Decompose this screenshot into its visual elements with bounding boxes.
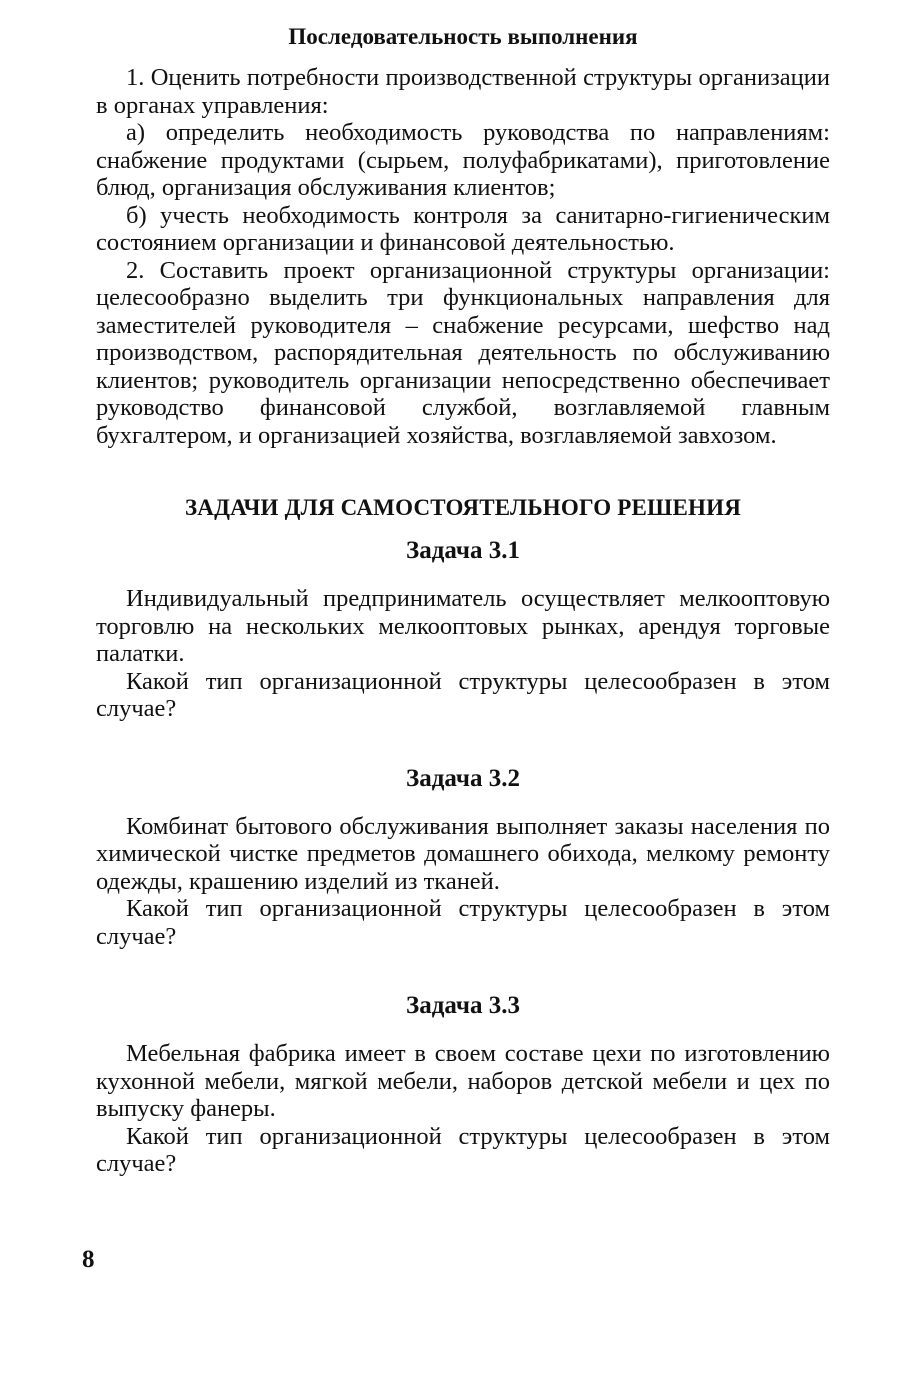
page-number: 8 bbox=[82, 1246, 95, 1273]
procedure-steps bbox=[96, 64, 830, 449]
task-3-3 bbox=[96, 992, 830, 1178]
tasks-section-heading: ЗАДАЧИ ДЛЯ САМОСТОЯТЕЛЬНОГО РЕШЕНИЯ bbox=[184, 495, 742, 520]
task-title: Задача 3.3 bbox=[406, 992, 520, 1019]
procedure-heading: Последовательность выполнения bbox=[288, 24, 638, 49]
task-question: Какой тип организационной структуры целесообразен в этом случае? bbox=[96, 667, 830, 722]
task-title: Задача 3.1 bbox=[406, 537, 520, 564]
task-3-2 bbox=[96, 765, 830, 951]
task-question: Какой тип организационной структуры целесообразен в этом случае? bbox=[96, 895, 830, 950]
procedure-step-1a: а) определить необходимость руководства по направлениям: снабжение продуктами (сырьем, полуфабрикатами), приготовление блюд, организация обслуживания клиентов; bbox=[96, 119, 830, 201]
task-text: Индивидуальный предприниматель осуществляет мелкооптовую торговлю на нескольких мелкооптовых рынках, арендуя торговые палатки. bbox=[96, 585, 830, 667]
task-text: Мебельная фабрика имеет в своем составе цехи по изготовлению кухонной мебели, мягкой мебели, наборов детской мебели и цех по выпуску фанеры. bbox=[96, 1040, 830, 1122]
task-question: Какой тип организационной структуры целесообразен в этом случае? bbox=[96, 1122, 830, 1177]
task-title: Задача 3.2 bbox=[406, 764, 520, 792]
task-3-1 bbox=[96, 537, 830, 723]
procedure-step-2: 2. Составить проект организационной структуры организации: целесообразно выделить три функциональных направления для заместителей руководителя – снабжение ресурсами, шефство над производством, распорядительная деятельность по обслуживанию клиентов; руководитель организации непосредственно обеспечивает руководство финансовой службой, возглавляемой главным бухгалтером, и организацией хозяйства, возглавляемой завхозом. bbox=[96, 256, 830, 449]
procedure-step-1b: б) учесть необходимость контроля за санитарно-гигиеническим состоянием организации и финансовой деятельностью. bbox=[96, 201, 830, 256]
task-text: Комбинат бытового обслуживания выполняет заказы населения по химической чистке предметов домашнего обихода, мелкому ремонту одежды, крашению изделий из тканей. bbox=[96, 812, 830, 895]
procedure-step-1: 1. Оценить потребности производственной структуры организации в органах управления: bbox=[96, 64, 830, 119]
page-content bbox=[96, 18, 830, 1220]
